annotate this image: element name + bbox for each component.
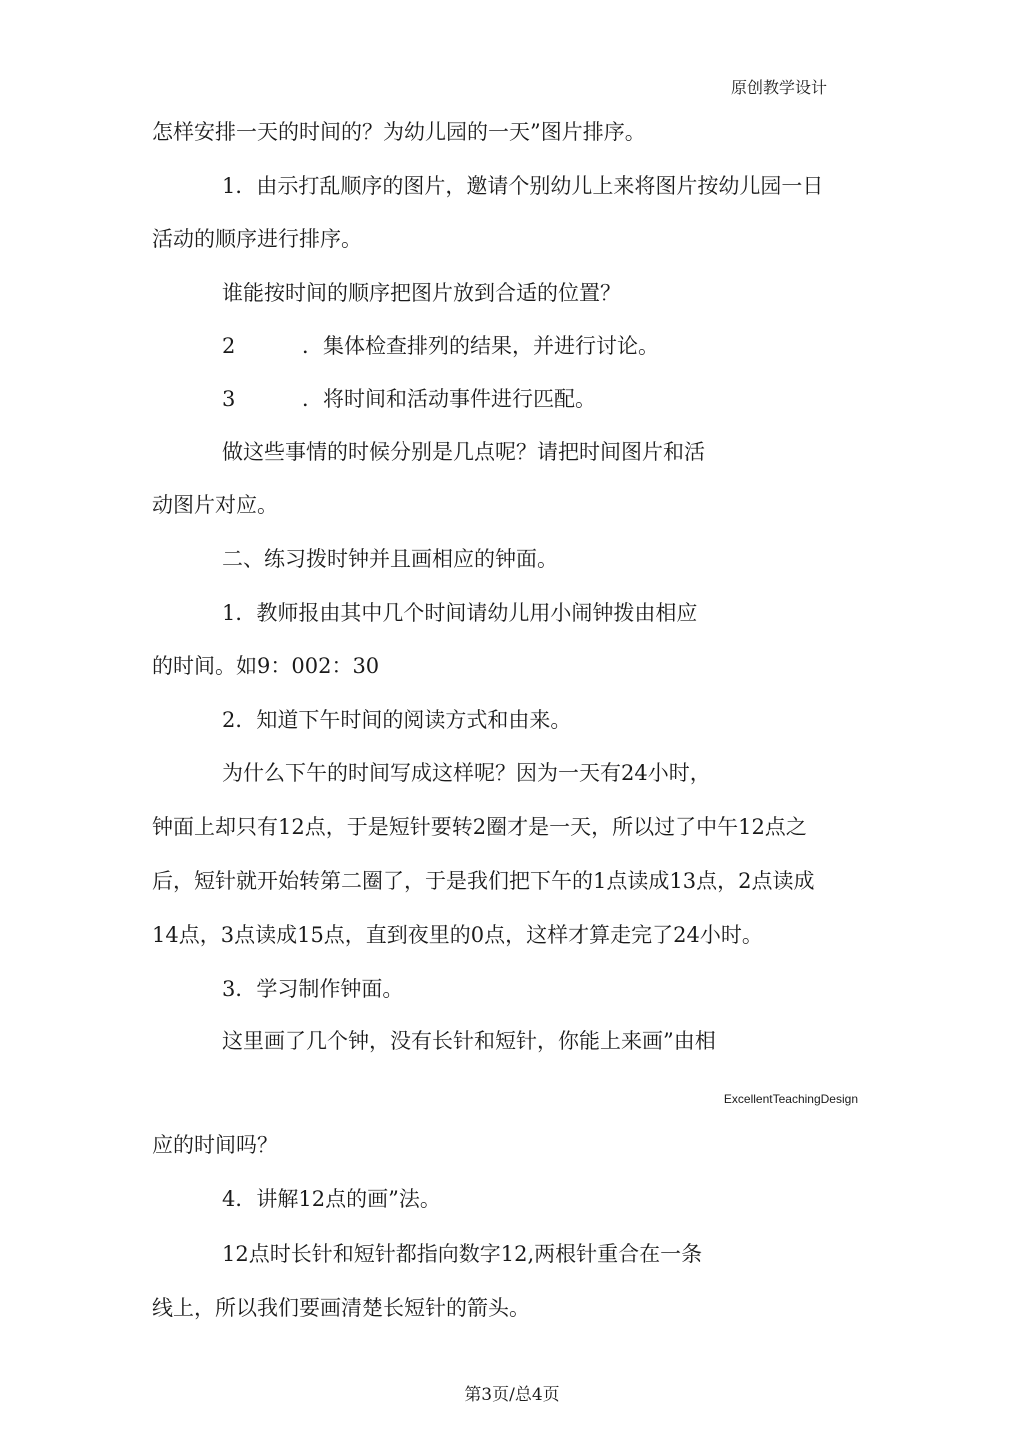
paragraph-line: 线上，所以我们要画清楚长短针的箭头。 xyxy=(152,1296,530,1320)
section-heading: 二、练习拨时钟并且画相应的钟面。 xyxy=(222,547,558,571)
paragraph-line: 4．讲解12点的画”法。 xyxy=(222,1187,441,1211)
paragraph-line: 这里画了几个钟，没有长针和短针，你能上来画”由相 xyxy=(222,1029,716,1053)
paragraph-line: 怎样安排一天的时间的？为幼儿园的一天”图片排序。 xyxy=(152,120,646,144)
paragraph-line: 为什么下午的时间写成这样呢？因为一天有24小时， xyxy=(222,761,711,785)
paragraph-line: ．集体检查排列的结果，并进行讨论。 xyxy=(302,334,659,358)
list-number: 3 xyxy=(222,387,236,411)
paragraph-line: 14点，3点读成15点，直到夜里的0点，这样才算走完了24小时。 xyxy=(152,923,763,947)
page-number: 第3页/总4页 xyxy=(464,1385,560,1405)
paragraph-line: 12点时长针和短针都指向数字12,两根针重合在一条 xyxy=(222,1242,703,1266)
paragraph-line: 应的时间吗？ xyxy=(152,1133,278,1157)
watermark-text: ExcellentTeachingDesign xyxy=(723,1092,858,1106)
paragraph-line: 谁能按时间的顺序把图片放到合适的位置？ xyxy=(222,281,621,305)
paragraph-line: 后，短针就开始转第二圈了，于是我们把下午的1点读成13点，2点读成 xyxy=(152,869,815,893)
list-number: 2 xyxy=(222,334,236,358)
paragraph-line: 1．教师报由其中几个时间请幼儿用小闹钟拨由相应 xyxy=(222,601,698,625)
paragraph-line: ．将时间和活动事件进行匹配。 xyxy=(302,387,596,411)
paragraph-line: 的时间。如9：002：30 xyxy=(152,654,380,678)
paragraph-line: 活动的顺序进行排序。 xyxy=(152,227,362,251)
paragraph-line: 2．知道下午时间的阅读方式和由来。 xyxy=(222,708,572,732)
paragraph-line: 做这些事情的时候分别是几点呢？请把时间图片和活 xyxy=(222,440,705,464)
page-header: 原创教学设计 xyxy=(731,78,828,97)
paragraph-line: 3．学习制作钟面。 xyxy=(222,977,404,1001)
paragraph-line: 动图片对应。 xyxy=(152,493,278,517)
paragraph-line: 1．由示打乱顺序的图片，邀请个别幼儿上来将图片按幼儿园一日 xyxy=(222,174,824,198)
paragraph-line: 钟面上却只有12点，于是短针要转2圈才是一天，所以过了中午12点之 xyxy=(152,815,807,839)
